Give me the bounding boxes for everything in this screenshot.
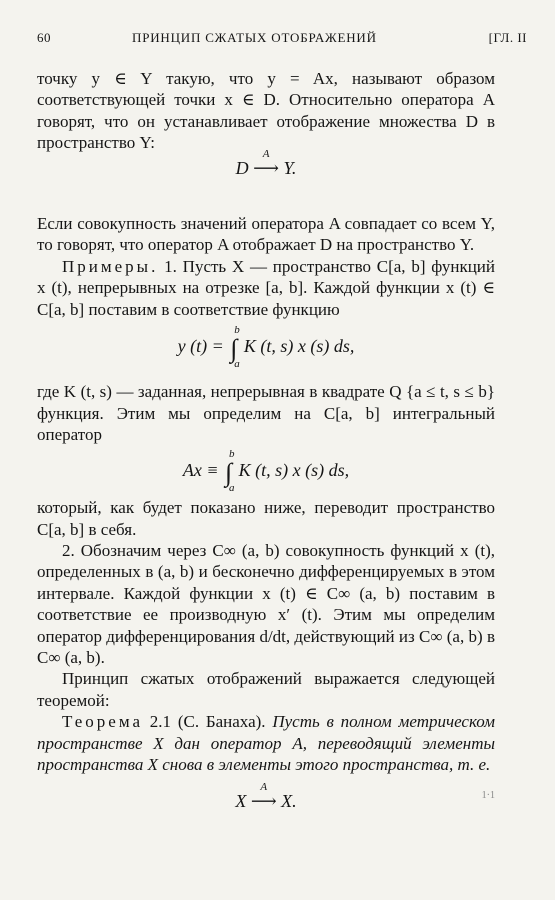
formula-integral-operator — [37, 447, 495, 494]
running-title: ПРИНЦИП СЖАТЫХ ОТОБРАЖЕНИЙ — [132, 30, 377, 45]
integral-upper-limit: b — [229, 447, 235, 460]
paragraph-4: где K (t, s) — заданная, непрерывная в квадрате Q {a ≤ t, s ≤ b} функция. Этим мы определим на C[a, b] интегральный оператор — [37, 382, 495, 445]
integral-sign: ∫ b a — [223, 462, 234, 483]
formula-3-left: Ax ≡ — [182, 459, 219, 480]
integral-lower-limit: a — [234, 358, 240, 371]
integral-upper-limit: b — [234, 324, 240, 337]
formula-4-arrow — [250, 781, 277, 812]
formula-1-operator: A — [262, 147, 270, 160]
formula-1-left: D — [235, 157, 249, 178]
paragraph-2: Если совокупность значений оператора A совпадает со всем Y, то говорят, что оператор A отображает D на пространство Y. — [37, 214, 495, 255]
formula-4-left: X — [235, 791, 247, 812]
page-number: 60 — [37, 30, 51, 45]
formula-mapping-D-Y — [37, 147, 495, 179]
chapter-label: [ГЛ. II — [488, 30, 527, 45]
theorem-reference: 2.1 (С. Банаха). — [149, 712, 266, 732]
theorem-statement: Пусть в полном метрическом пространстве X дан оператор A, переводящий элементы пространства X снова в элементы этого пространства, т. е. — [37, 712, 495, 774]
formula-2-integrand: K (t, s) x (s) ds, — [243, 336, 355, 357]
examples-label: Примеры. — [62, 256, 159, 276]
page-header — [37, 30, 527, 50]
paragraph-7: Принцип сжатых отображений выражается следующей теоремой: — [37, 669, 495, 710]
formula-2-left: y (t) = — [177, 336, 224, 357]
formula-3-integrand: K (t, s) x (s) ds, — [238, 459, 350, 480]
formula-4-arrow-glyph: ⟶ — [250, 791, 277, 812]
formula-mapping-X-X — [37, 781, 495, 812]
paragraph-1: точку y ∈ Y такую, что y = Ax, называют образом соответствующей точки x ∈ D. Относительно оператора A говорят, что он устанавливает отображение множества D в пространство Y: — [37, 69, 495, 153]
theorem-label: Теорема — [62, 712, 144, 732]
integral-sign: ∫ b a — [228, 338, 239, 359]
formula-1-arrow-glyph: ⟶ — [253, 157, 279, 178]
paragraph-6: 2. Обозначим через C∞ (a, b) совокупность функций x (t), определенных в (a, b) и бесконечно дифференцируемых в этом интервале. Каждой функции x (t) ∈ C∞ (a, b) поставим в соответствие ее производную x′ (t). Этим мы определим оператор дифференцирования d/dt, действующий из C∞ (a, b) в C∞ (a, b). — [37, 540, 495, 667]
integral-lower-limit: a — [229, 481, 235, 494]
paragraph-3-text: 1. Пусть X — пространство C[a, b] функций x (t), непрерывных на отрезке [a, b]. Каждой функции x (t) ∈ C[a, b] поставим в соответствие функцию — [37, 256, 496, 319]
paragraph-3 — [37, 256, 495, 320]
formula-integral-y — [37, 324, 495, 371]
paragraph-8 — [37, 711, 495, 775]
margin-mark: 1·1 — [481, 790, 495, 801]
page-body — [37, 68, 495, 813]
formula-4-operator: A — [260, 781, 268, 794]
formula-1-right: Y. — [283, 157, 297, 178]
paragraph-5: который, как будет показано ниже, переводит пространство C[a, b] в себя. — [37, 498, 495, 539]
formula-1-arrow — [253, 147, 279, 179]
formula-4-right: X. — [281, 791, 297, 812]
